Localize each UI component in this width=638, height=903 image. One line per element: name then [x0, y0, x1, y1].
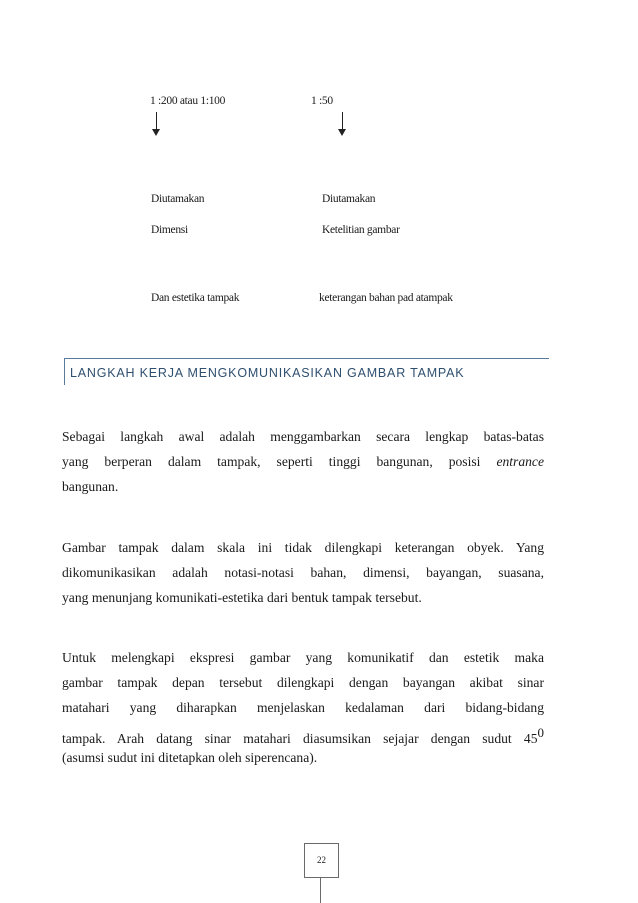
- right-priority-item: keterangan bahan pad atampak: [319, 292, 453, 304]
- scale-right-label: 1 :50: [311, 95, 333, 107]
- left-priority-item: Dimensi: [151, 224, 188, 236]
- paragraph-line: Untuk melengkapi ekspresi gambar yang komunikatif dan estetik maka: [62, 650, 544, 665]
- paragraph-3: [62, 645, 544, 770]
- left-priority-label: Diutamakan: [151, 193, 205, 205]
- section-heading-box: [64, 358, 549, 385]
- paragraph-line: Gambar tampak dalam skala ini tidak dilengkapi keterangan obyek. Yang: [62, 540, 544, 555]
- paragraph-line: yang berperan dalam tampak, seperti tinggi bangunan, posisi entrance: [62, 454, 544, 469]
- paragraph-line: Sebagai langkah awal adalah menggambarkan secara lengkap batas-batas: [62, 429, 544, 444]
- down-arrow-icon: [338, 112, 348, 138]
- down-arrow-icon: [152, 112, 162, 138]
- page-number-connector: [320, 877, 321, 903]
- paragraph-line: matahari yang diharapkan menjelaskan kedalaman dari bidang-bidang: [62, 700, 544, 715]
- page-number: 22: [317, 855, 326, 865]
- paragraph-line: gambar tampak depan tersebut dilengkapi dengan bayangan akibat sinar: [62, 675, 544, 690]
- right-priority-label: Diutamakan: [322, 193, 376, 205]
- paragraph-line: tampak. Arah datang sinar matahari diasumsikan sejajar dengan sudut $45^0$: [62, 725, 544, 746]
- page-number-box: [304, 843, 339, 878]
- right-priority-item: Ketelitian gambar: [322, 224, 400, 236]
- scale-left-label: 1 :200 atau 1:100: [150, 95, 226, 107]
- entrance-term: entrance: [496, 454, 544, 469]
- paragraph-line: bangunan.: [62, 479, 119, 494]
- paragraph-line: (asumsi sudut ini ditetapkan oleh siperencana).: [62, 750, 318, 765]
- degree-superscript: 0: [537, 725, 544, 740]
- paragraph-line: dikomunikasikan adalah notasi-notasi bahan, dimensi, bayangan, suasana,: [62, 565, 544, 580]
- paragraph-line: yang menunjang komunikati-estetika dari bentuk tampak tersebut.: [62, 590, 422, 605]
- section-heading: LANGKAH KERJA MENGKOMUNIKASIKAN GAMBAR TAMPAK: [70, 366, 465, 380]
- paragraph-2: [62, 535, 544, 610]
- paragraph-1: [62, 424, 544, 499]
- left-priority-item: Dan estetika tampak: [151, 292, 240, 304]
